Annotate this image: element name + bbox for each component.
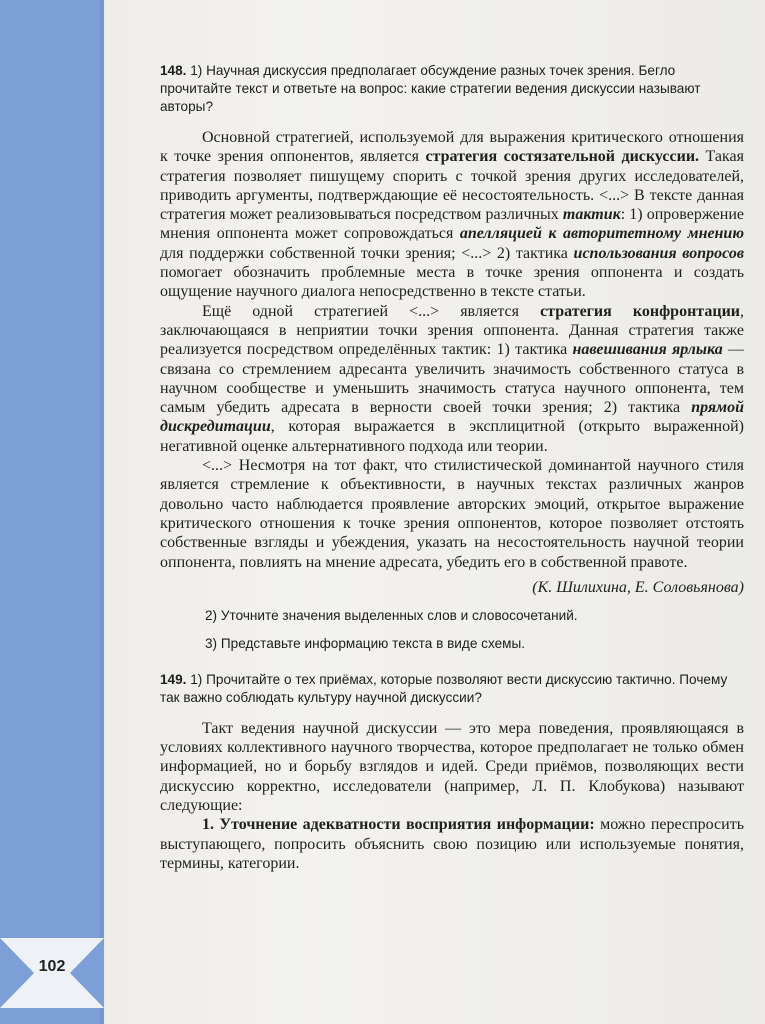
task-148-number: 148. — [160, 63, 187, 78]
text-run: Ещё одной стратегией <...> является — [202, 302, 541, 320]
task-149-question — [160, 671, 744, 707]
task-148-question-2: 2) Уточните значения выделенных слов и словосочетаний. — [205, 607, 578, 623]
highlighted-term: стратегия состязательной дискуссии. — [425, 148, 700, 166]
text-run: : 1) опровержение мнения оппонента может сопровождаться — [160, 206, 744, 243]
text-run: — связана со стремлением адресанта увеличить значимость собственного статуса в научном сообществе и уменьшить значимость статуса научного оппонента, тем самым убедить адресата в верности своей точки зрения; 2) тактика — [160, 341, 745, 417]
text-run: Такая стратегия позволяет пишущему спорить с точкой зрения других исследователей, приводить аргументы, подтверждающие её несостоятельность. <...> В тексте данная стратегия может реализовываться посредством различных — [160, 148, 744, 224]
text-run: Основной стратегией, используемой для выражения критического отношения к точке зрения оппонентов, является — [160, 129, 744, 166]
task-149-paragraph-1: Такт ведения научной дискуссии — это мера поведения, проявляющаяся в условиях коллективного научного творчества, которое предполагает не только обмен информацией, но и борьбу взглядов и идей. Среди приёмов, позволяющих вести дискуссию корректно, исследователи (например, Л. П. Клобукова) называют следующие: — [160, 719, 744, 815]
task-149-paragraph-2 — [160, 815, 744, 873]
highlighted-term: стратегия конфронтации — [540, 302, 740, 320]
highlighted-term: использования вопросов — [573, 244, 744, 262]
text-run: для поддержки собственной точки зрения; <...> 2) тактика — [160, 244, 574, 262]
text-run: помогает обозначить проблемные места в точке зрения оппонента и создать ощущение научного диалога непосредственно в тексте статьи. — [160, 264, 744, 301]
task-148-paragraph-2 — [160, 302, 744, 456]
task-148-question-3: 3) Представьте информацию текста в виде схемы. — [205, 635, 526, 651]
highlighted-term: 1. Уточнение адекватности восприятия информации: — [202, 816, 595, 834]
highlighted-term: апелляцией к авторитетному мнению — [459, 225, 745, 243]
highlighted-term: тактик — [562, 206, 621, 224]
page-margin-band — [0, 0, 104, 1024]
text-run: , заключающаяся в неприятии точки зрения оппонента. Данная стратегия также реализуется посредством определённых тактик: 1) тактика — [160, 302, 744, 359]
task-149-question-text: 1) Прочитайте о тех приёмах, которые позволяют вести дискуссию тактично. Почему так важно соблюдать культуру научной дискуссии? — [160, 671, 728, 705]
page-content — [160, 62, 744, 873]
highlighted-term: навешивания ярлыка — [572, 341, 723, 359]
task-148-paragraph-1 — [160, 128, 744, 302]
task-148-question-text: 1) Научная дискуссия предполагает обсуждение разных точек зрения. Бегло прочитайте текст и ответьте на вопрос: какие стратегии ведения дискуссии называют авторы? — [160, 63, 701, 114]
source-attribution: (К. Шилихина, Е. Соловьянова) — [532, 578, 744, 596]
text-run: можно переспросить выступающего, попросить объяснить свою позицию или используемые понятия, термины, категории. — [160, 816, 744, 872]
highlighted-term: прямой дискредитации — [160, 399, 744, 436]
page-number: 102 — [38, 958, 66, 975]
task-149-number: 149. — [160, 671, 187, 687]
text-run: , которая выражается в эксплицитной (открыто выраженной) негативной оценке альтернативного подхода или теории. — [160, 418, 744, 455]
task-148-paragraph-3: <...> Несмотря на тот факт, что стилистической доминантой научного стиля является стремление к объективности, в научных текстах различных жанров довольно часто наблюдается проявление авторских эмоций, открытое выражение критического отношения к точке зрения оппонентов, которое позволяет отстоять собственные взгляды и убеждения, указать на несостоятельность научной теории оппонента, повлиять на мнение адресата, убедить его в собственной правоте. — [160, 457, 744, 571]
task-148-question — [160, 62, 744, 116]
